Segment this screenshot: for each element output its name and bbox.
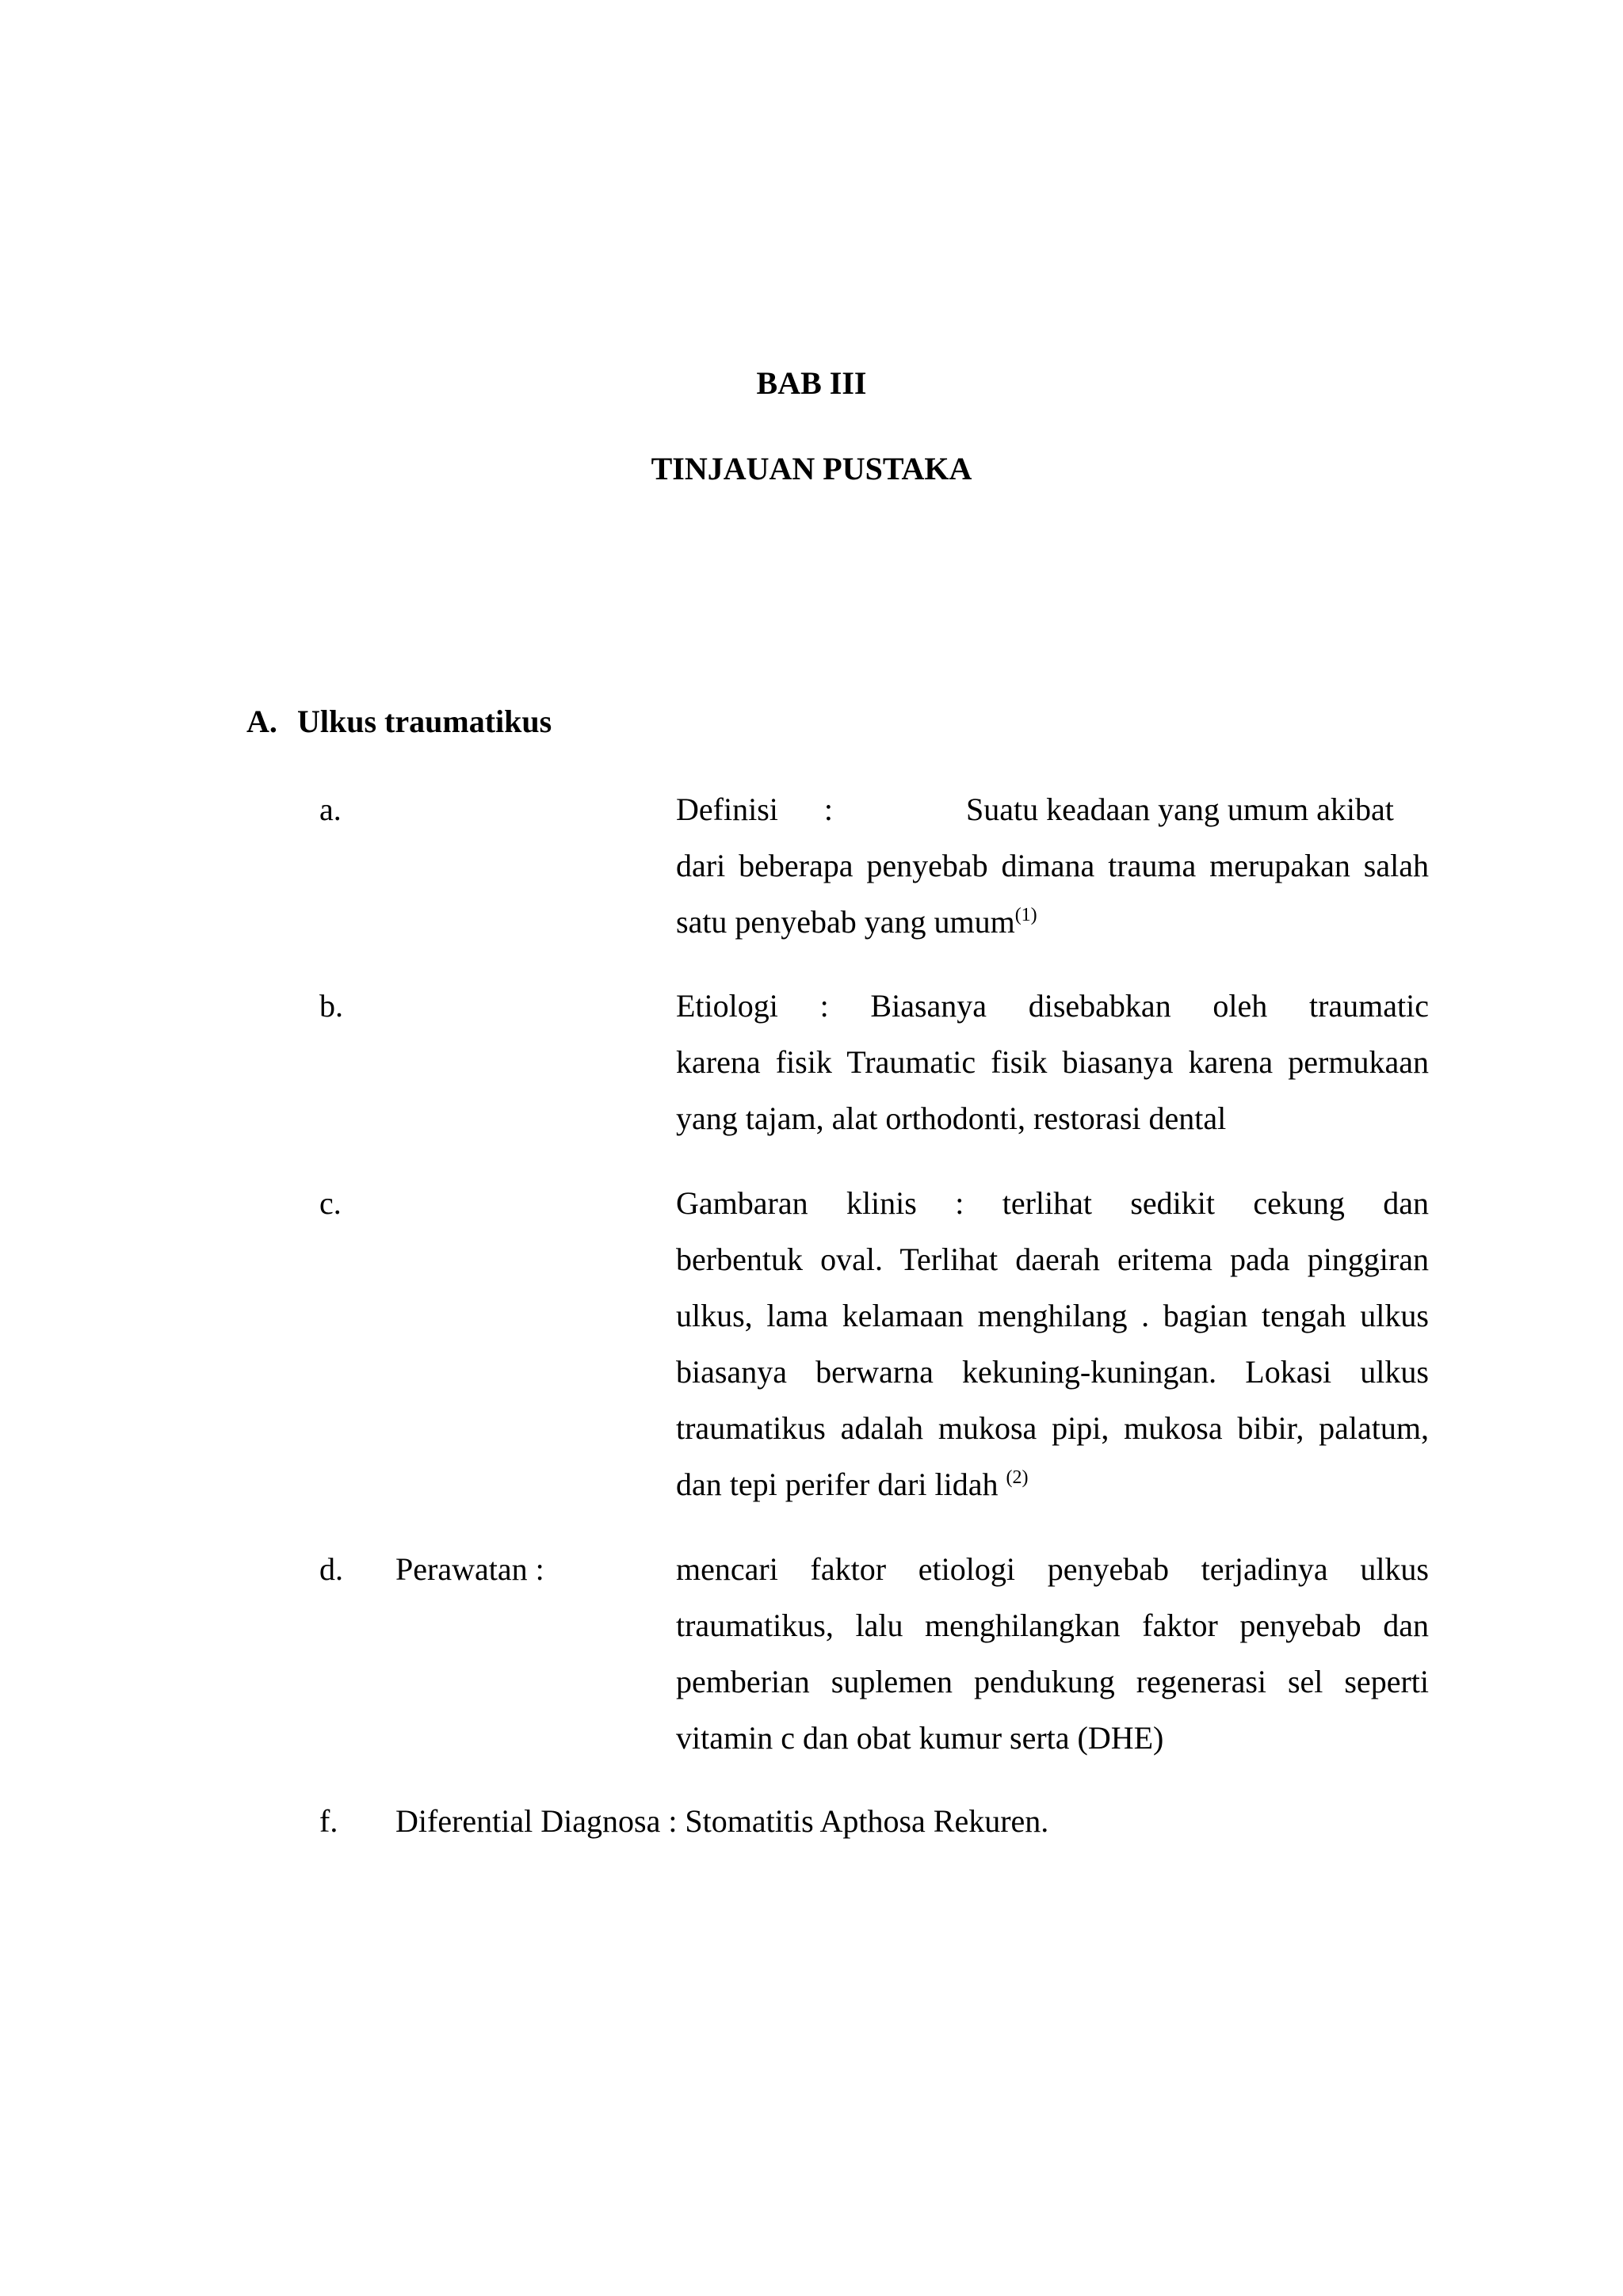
item-heading: Etiologi (676, 988, 778, 1024)
item-first-line (676, 781, 1429, 837)
section-heading (246, 703, 552, 741)
item-last-line (676, 1456, 1429, 1512)
item-line: mencari faktor etiologi penyebab terjadinya ulkus (676, 1551, 1429, 1587)
item-colon: : (819, 988, 829, 1024)
item-line: biasanya berwarna kekuning-kuningan. Lokasi ulkus (676, 1354, 1429, 1390)
item-line: karena fisik Traumatic fisik biasanya karena permukaan (676, 1044, 1429, 1080)
chapter-heading: BAB III (756, 365, 867, 401)
list-item-differential-diagnosis (319, 1793, 1048, 1849)
item-line: berbentuk oval. Terlihat daerah eritema pada pinggiran (676, 1241, 1429, 1277)
item-marker: d. (319, 1551, 343, 1587)
item-line: yang tajam, alat orthodonti, restorasi dental (676, 1100, 1227, 1136)
item-marker: c. (319, 1185, 342, 1221)
item-label: Perawatan : (395, 1551, 544, 1587)
item-line: satu penyebab yang umum (676, 904, 1015, 940)
reference-marker: (2) (1006, 1467, 1029, 1488)
item-marker: f. (319, 1803, 338, 1839)
section-letter: A. (246, 704, 277, 739)
item-text: Diferential Diagnosa : Stomatitis Apthosa Rekuren. (395, 1803, 1049, 1839)
item-heading: Gambaran klinis : (676, 1185, 964, 1221)
item-last-line (676, 894, 1429, 950)
item-line: Biasanya disebabkan oleh traumatic (870, 988, 1429, 1024)
item-line: traumatikus, lalu menghilangkan faktor penyebab dan (676, 1608, 1429, 1643)
item-body (676, 978, 1429, 1146)
item-line: dari beberapa penyebab dimana trauma merupakan salah (676, 848, 1429, 883)
item-first-line (676, 978, 1429, 1034)
item-body (676, 1175, 1429, 1512)
item-first-line (676, 1175, 1429, 1231)
item-body (676, 1541, 1429, 1766)
section-title-text: Ulkus traumatikus (297, 704, 552, 739)
item-heading: Definisi (676, 791, 778, 827)
item-line: Suatu keadaan yang umum akibat (966, 791, 1394, 827)
item-line: dan tepi perifer dari lidah (676, 1466, 999, 1502)
item-line: pemberian suplemen pendukung regenerasi sel seperti (676, 1664, 1429, 1699)
item-marker: b. (319, 988, 343, 1024)
item-line: terlihat sedikit cekung dan (1002, 1185, 1430, 1221)
item-marker: a. (319, 791, 342, 827)
item-line: ulkus, lama kelamaan menghilang . bagian tengah ulkus (676, 1298, 1429, 1333)
item-line: traumatikus adalah mukosa pipi, mukosa bibir, palatum, (676, 1410, 1429, 1446)
reference-marker: (1) (1014, 905, 1037, 925)
item-body (676, 781, 1429, 950)
item-line: vitamin c dan obat kumur serta (DHE) (676, 1720, 1164, 1756)
item-colon: : (823, 791, 833, 827)
chapter-title: TINJAUAN PUSTAKA (651, 451, 972, 486)
